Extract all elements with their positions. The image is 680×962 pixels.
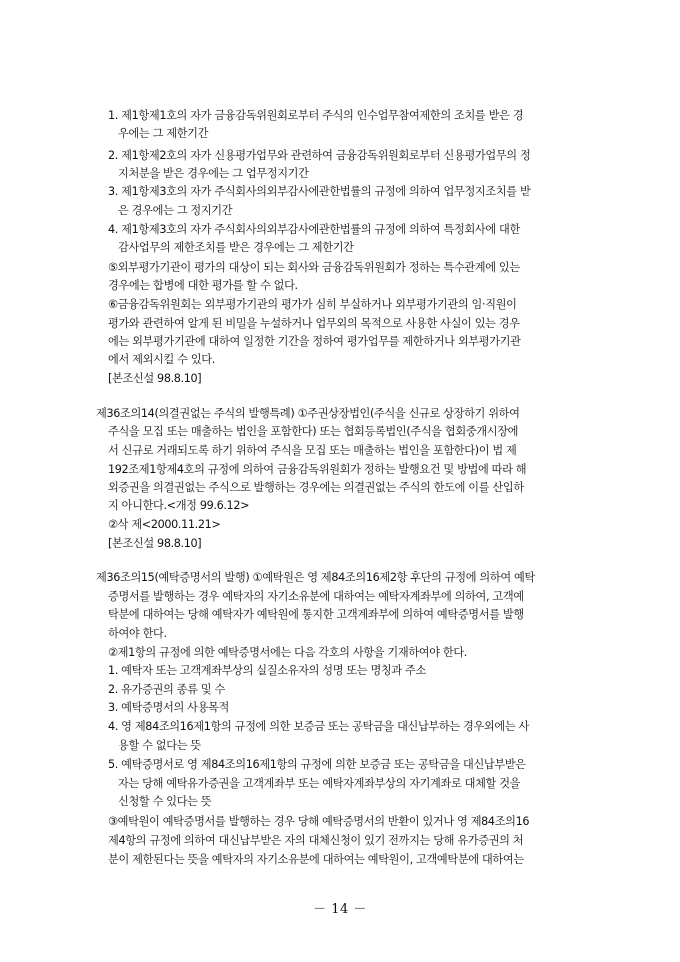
paragraph-6-line3: 에는 외부평가기관에 대하여 일정한 기간을 정하여 평가업무를 제한하거나 외부평가기관 [108,335,521,348]
article-line: 서 신규로 거래되도록 하기 위하여 주식을 모집 또는 매출하는 법인을 포함한다)이 법 제 [108,444,517,457]
paragraph-6-line1: ⑥금융감독위원회는 외부평가기관의 평가가 심히 부실하거나 외부평가기관의 임·직원이 [108,298,517,311]
article-line: 주식을 모집 또는 매출하는 법인을 포함한다) 또는 협회등록법인(주식을 협회중개시장에 [108,425,519,438]
section-note: [본조신설 98.8.10] [108,537,202,550]
paragraph-5-line1: ⑤외부평가기관이 평가의 대상이 되는 회사와 금융감독위원회가 정하는 특수관계에 있는 [108,261,520,274]
paragraph-2-deleted: ②삭 제<2000.11.21> [108,518,221,531]
article-line: 하여야 한다. [108,627,167,640]
list-item-3-line1: 3. 제1항제3호의 자가 주식회사의외부감사에관한법률의 규정에 의하여 업무정지조치를 받 [108,185,531,198]
list-item-4-line2: 감사업무의 제한조치를 받은 경우에는 그 제한기간 [118,241,354,254]
article-heading: 제36조의14(의결권없는 주식의 발행특례) ①주권상장법인(주식을 신규로 상장하기 위하여 [96,407,520,420]
article-line: 192조제1항제4호의 규정에 의하여 금융감독위원회가 정하는 발행요건 및 방법에 따라 해 [108,463,527,476]
article-line: 지 아니한다.<개정 99.6.12> [108,499,250,512]
list-item-2: 2. 유가증권의 종류 및 수 [108,683,225,696]
article-line: 증명서를 발행하는 경우 예탁자의 자기소유분에 대하여는 예탁자계좌부에 의하여, 고객예 [108,590,524,603]
article-heading: 제36조의15(예탁증명서의 발행) ①예탁원은 영 제84조의16제2항 후단의 규정에 의하여 예탁 [96,571,535,584]
list-item-4-line2: 용할 수 없다는 뜻 [118,739,201,752]
article-line: 탁분에 대하여는 당해 예탁자가 예탁원에 통지한 고객계좌부에 의하여 예탁증명서를 발행 [108,608,524,621]
list-item-3-line2: 은 경우에는 그 정지기간 [118,204,233,217]
list-item-1-line2: 우에는 그 제한기간 [118,127,209,140]
list-item-4-line1: 4. 영 제84조의16제1항의 규정에 의한 보증금 또는 공탁금을 대신납부하는 경우외에는 사 [108,720,529,733]
paragraph-3-line2: 제4항의 규정에 의하여 대신납부받은 자의 대체신청이 있기 전까지는 당해 유가증권의 처 [108,834,524,847]
paragraph-3-line3: 분이 제한된다는 뜻을 예탁자의 자기소유분에 대하여는 예탁원이, 고객예탁분에 대하여는 [108,853,524,866]
paragraph-6-line4: 에서 제외시킬 수 있다. [108,353,215,366]
page-number: － 14 － [313,902,367,917]
list-item-5-line1: 5. 예탁증명서로 영 제84조의16제1항의 규정에 의한 보증금 또는 공탁금을 대신납부받은 [108,758,526,771]
paragraph-6-line2: 평가와 관련하여 알게 된 비밀을 누설하거나 업무외의 목적으로 사용한 사실이 있는 경우 [108,317,520,330]
list-item-5-line2: 자는 당해 예탁유가증권을 고객계좌부 또는 예탁자계좌부상의 자기계좌로 대체할 것을 [118,777,521,790]
list-item-1: 1. 예탁자 또는 고객계좌부상의 실질소유자의 성명 또는 명칭과 주소 [108,664,426,677]
article-line: 외증권을 의결권없는 주식으로 발행하는 경우에는 의결권없는 주식의 한도에 이를 산입하 [108,481,524,494]
list-item-2-line1: 2. 제1항제2호의 자가 신용평가업무와 관련하여 금융감독위원회로부터 신용평가업무의 정 [108,149,531,162]
list-item-1-line1: 1. 제1항제1호의 자가 금융감독위원회로부터 주식의 인수업무참여제한의 조치를 받은 경 [108,109,524,122]
list-item-2-line2: 지처분을 받은 경우에는 그 업무정지기간 [118,167,309,180]
list-item-4-line1: 4. 제1항제3호의 자가 주식회사의외부감사에관한법률의 규정에 의하여 특정회사에 대한 [108,223,520,236]
list-item-5-line3: 신청할 수 있다는 뜻 [118,795,212,808]
paragraph-2: ②제1항의 규정에 의한 예탁증명서에는 다음 각호의 사항을 기재하여야 한다. [108,646,468,659]
section-note: [본조신설 98.8.10] [108,372,202,385]
paragraph-5-line2: 경우에는 합병에 대한 평가를 할 수 없다. [108,279,298,292]
paragraph-3-line1: ③예탁원이 예탁증명서를 발행하는 경우 당해 예탁증명서의 반환이 있거나 영 제84조의16 [108,815,530,828]
list-item-3: 3. 예탁증명서의 사용목적 [108,701,229,714]
